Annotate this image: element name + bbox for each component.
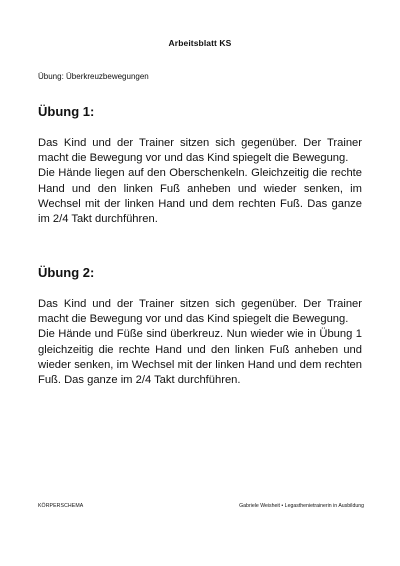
exercise-1-text xyxy=(38,136,362,227)
exercise-1-paragraph-1: Das Kind und der Trainer sitzen sich gegenüber. Der Trainer macht die Bewegung vor und das Kind spiegelt die Bewegung. xyxy=(38,137,362,165)
exercise-2-paragraph-1: Das Kind und der Trainer sitzen sich gegenüber. Der Trainer macht die Bewegung vor und das Kind spiegelt die Bewegung. xyxy=(38,298,362,326)
footer-topic: KÖRPERSCHEMA xyxy=(38,503,84,509)
exercise-2-paragraph-2: Die Hände und Füße sind überkreuz. Nun wieder wie in Übung 1 gleichzeitig die rechte Hand und den linken Fuß anheben und wieder senken, im Wechsel mit der linken Hand und dem rechten Fuß. Das ganze im 2/4 Takt durchführen. xyxy=(38,328,362,387)
exercise-2-heading: Übung 2: xyxy=(38,265,95,280)
footer-author: Gabriele Weisheit • Legasthenietrainerin in Ausbildung xyxy=(239,503,364,509)
document-title: Arbeitsblatt KS xyxy=(168,38,232,48)
exercise-1-paragraph-2: Die Hände liegen auf den Oberschenkeln. Gleichzeitig die rechte Hand und den linken Fuß anheben und wieder senken, im Wechsel mit der linken Hand und dem rechten Fuß. Das ganze im 2/4 Takt durchführen. xyxy=(38,167,362,226)
exercise-1-heading: Übung 1: xyxy=(38,104,95,119)
exercise-2-text xyxy=(38,297,362,388)
exercise-subtitle: Übung: Überkreuzbewegungen xyxy=(38,72,149,81)
